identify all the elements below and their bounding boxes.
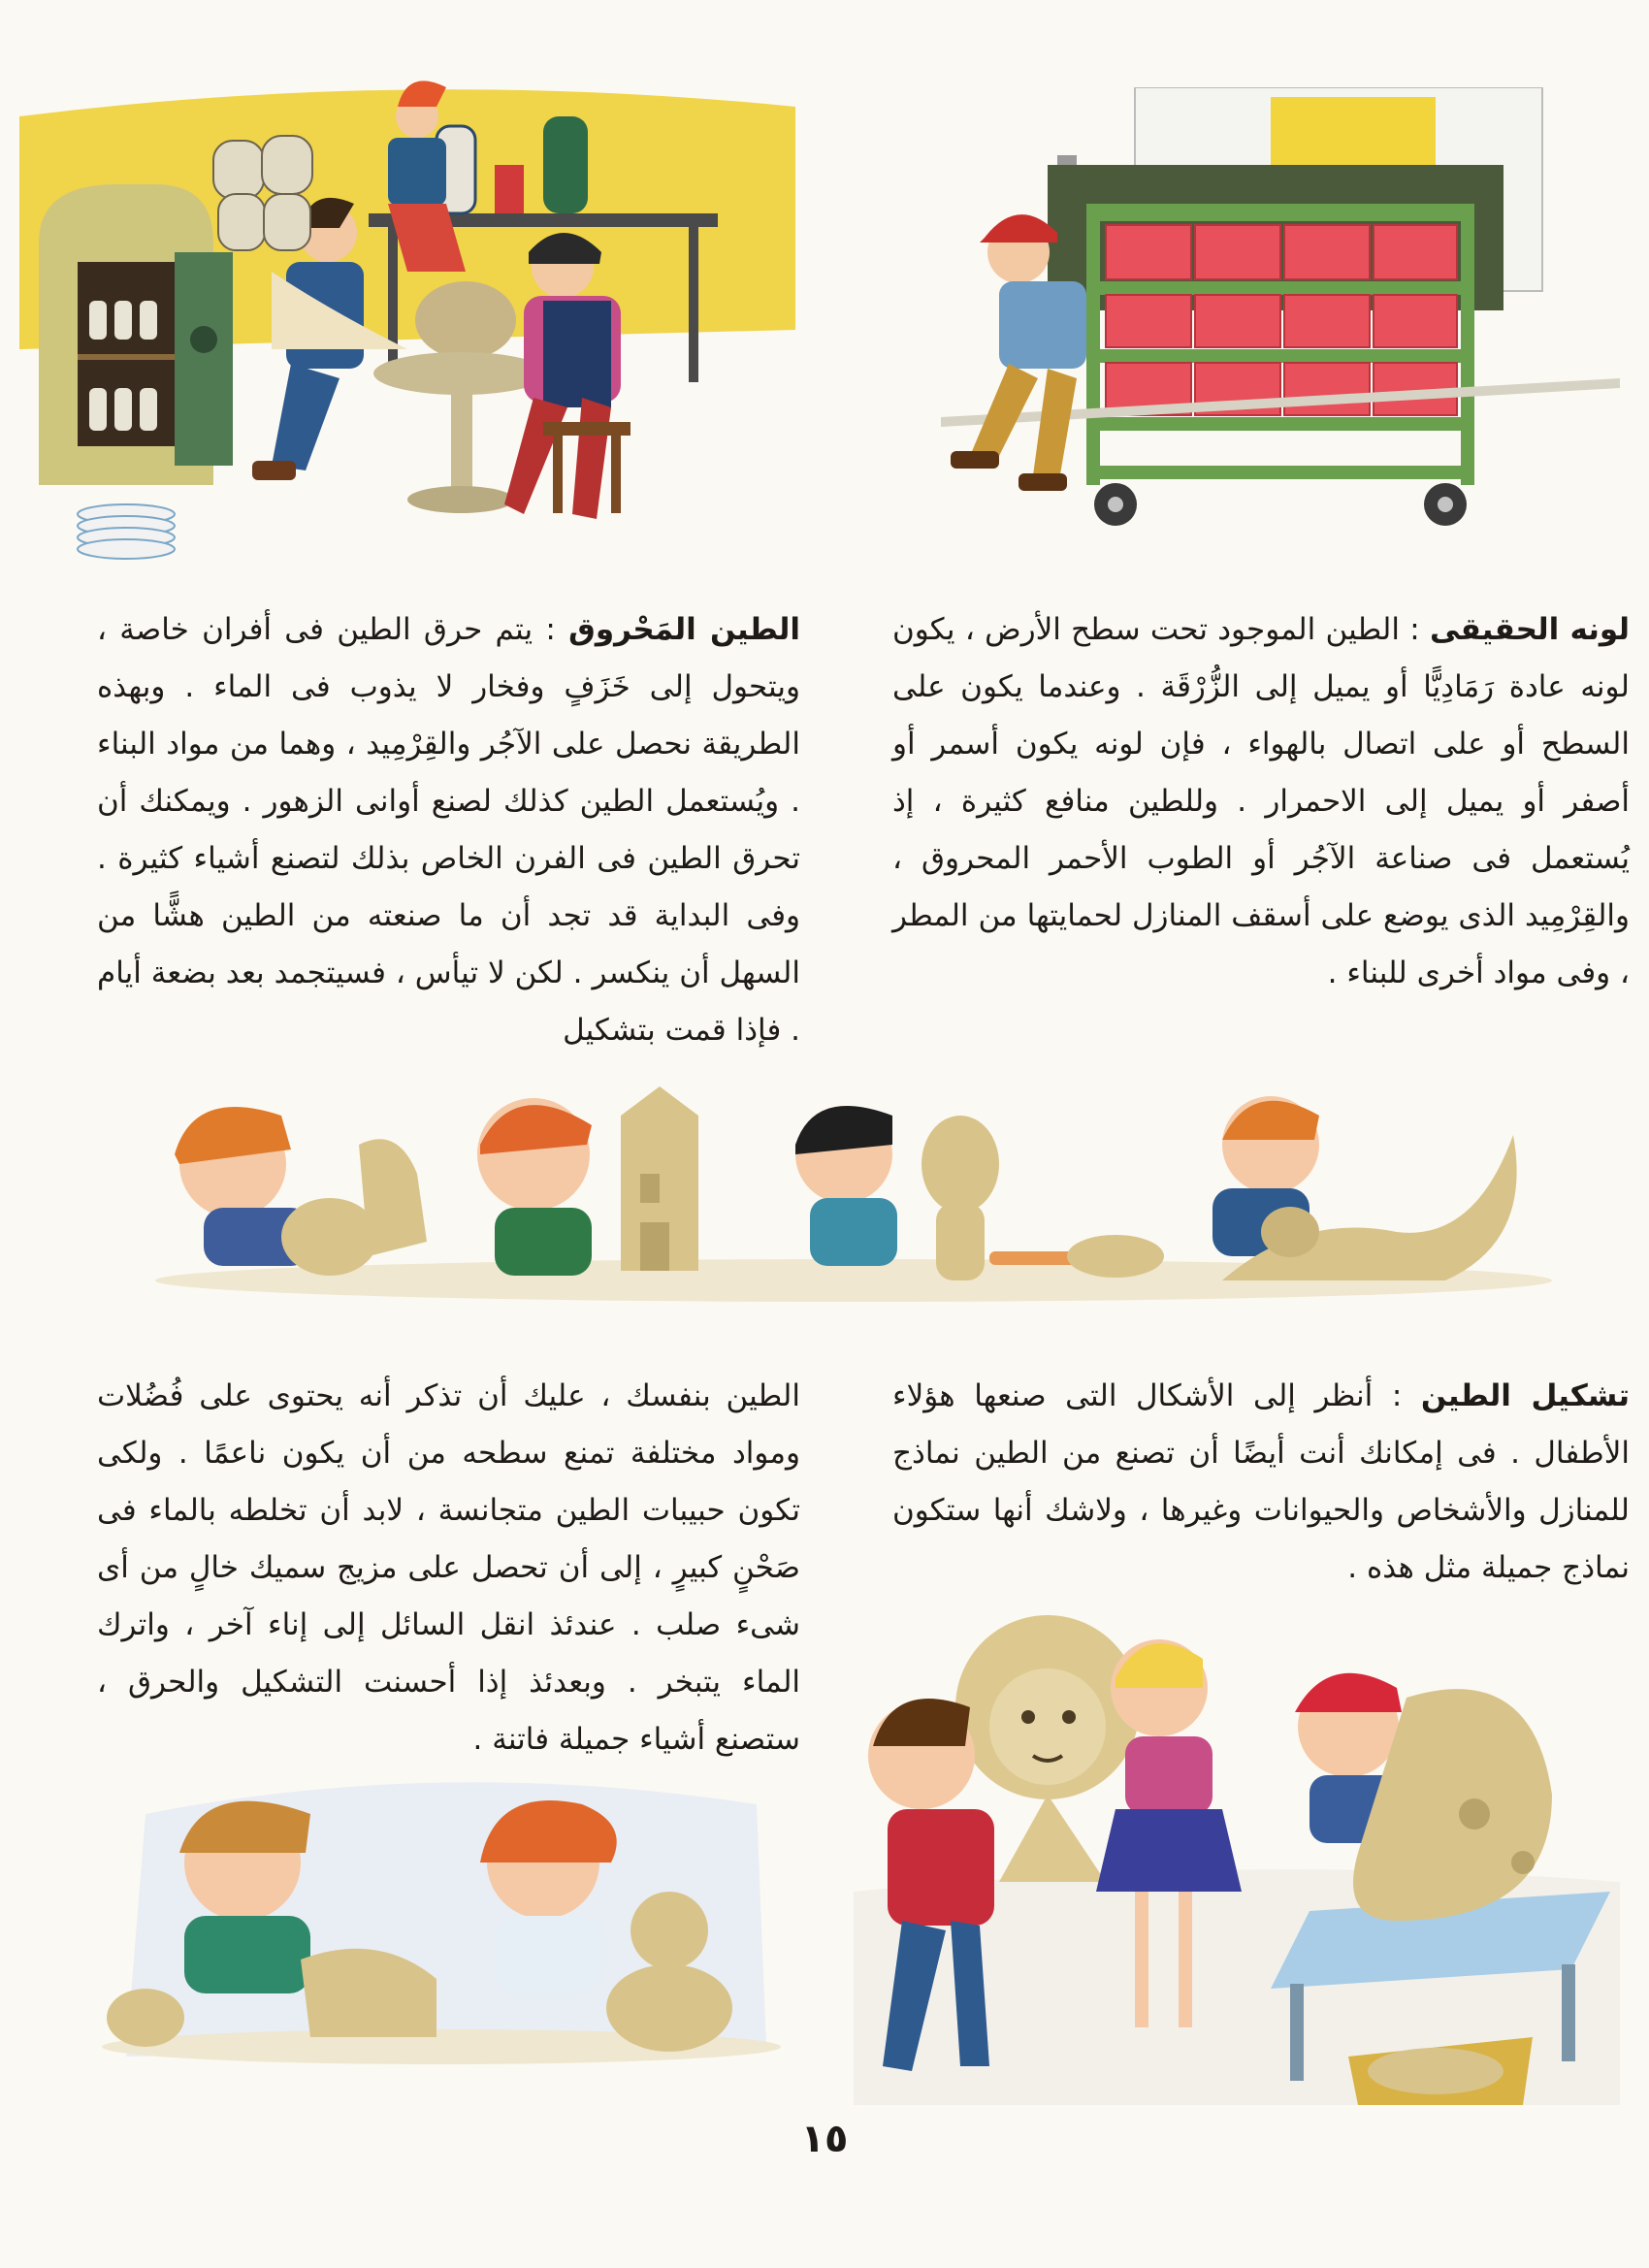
- heading-fired-clay: الطين المَحْروق: [568, 612, 801, 647]
- heading-shaping-clay: تشكيل الطين: [1420, 1378, 1630, 1413]
- body-fired-clay: : يتم حرق الطين فى أفران خاصة ، ويتحول إلى خَزَفٍ وفخار لا يذوب فى الماء . وبهذه الطريقة نحصل على الآجُر والقِرْمِيد ، وهما من مواد البناء . ويُستعمل الطين كذلك لصنع أوانى الزهور . ويمكنك أن تحرق الطين فى الفرن الخاص بذلك لتصنع أشياء كثيرة . وفى البداية قد تجد أن ما صنعته من الطين هشًّا من السهل أن ينكسر . لكن لا تيأس ، فسيتجمد بعد بضعة أيام . فإذا قمت بتشكيل: [97, 612, 800, 1048]
- children-lion-statue-illustration: [854, 1601, 1620, 2105]
- heading-true-color: لونه الحقيقى: [1430, 612, 1630, 647]
- body-shaping-clay: : أنظر إلى الأشكال التى صنعها هؤلاء الأطفال . فى إمكانك أنت أيضًا أن تصنع من الطين نماذج للمنازل والأشخاص والحيوانات وغيرها ، ولاشك أنها ستكون نماذج جميلة مثل هذه .: [892, 1378, 1630, 1585]
- children-clay-figures-illustration: [87, 1756, 795, 2076]
- body-continued: الطين بنفسك ، عليك أن تذكر أنه يحتوى على فُضُلات ومواد مختلفة تمنع سطحه من أن يكون ناعمًا . ولكى تكون حبيبات الطين متجانسة ، لابد أن تخلطه بالماء فى صَحْنٍ كبيرٍ ، إلى أن تحصل على مزيج سميك خالٍ من أى شىء صلب . عندئذ انقل السائل إلى إناء آخر ، واترك الماء يتبخر . وبعدئذ إذا أحسنت التشكيل والحرق ، ستصنع أشياء جميلة فاتنة .: [97, 1378, 800, 1757]
- section-true-color: [892, 601, 1630, 1002]
- section-fired-clay: [97, 601, 800, 1059]
- brick-cart-illustration: [941, 87, 1620, 563]
- children-clay-models-illustration: [136, 1048, 1571, 1319]
- section-continued: [97, 1368, 800, 1768]
- page-number: ١٥: [800, 2117, 849, 2161]
- pottery-workshop-illustration: [19, 58, 795, 563]
- section-shaping-clay: [892, 1368, 1630, 1597]
- body-true-color: : الطين الموجود تحت سطح الأرض ، يكون لونه عادة رَمَادِيًّا أو يميل إلى الزُّرْقَة . وعندما يكون على السطح أو على اتصال بالهواء ، فإن لونه يكون أسمر أو أصفر أو يميل إلى الاحمرار . وللطين منافع كثيرة ، إذ يُستعمل فى صناعة الآجُر أو الطوب الأحمر المحروق ، والقِرْمِيد الذى يوضع على أسقف المنازل لحمايتها من المطر ، وفى مواد أخرى للبناء .: [892, 612, 1630, 990]
